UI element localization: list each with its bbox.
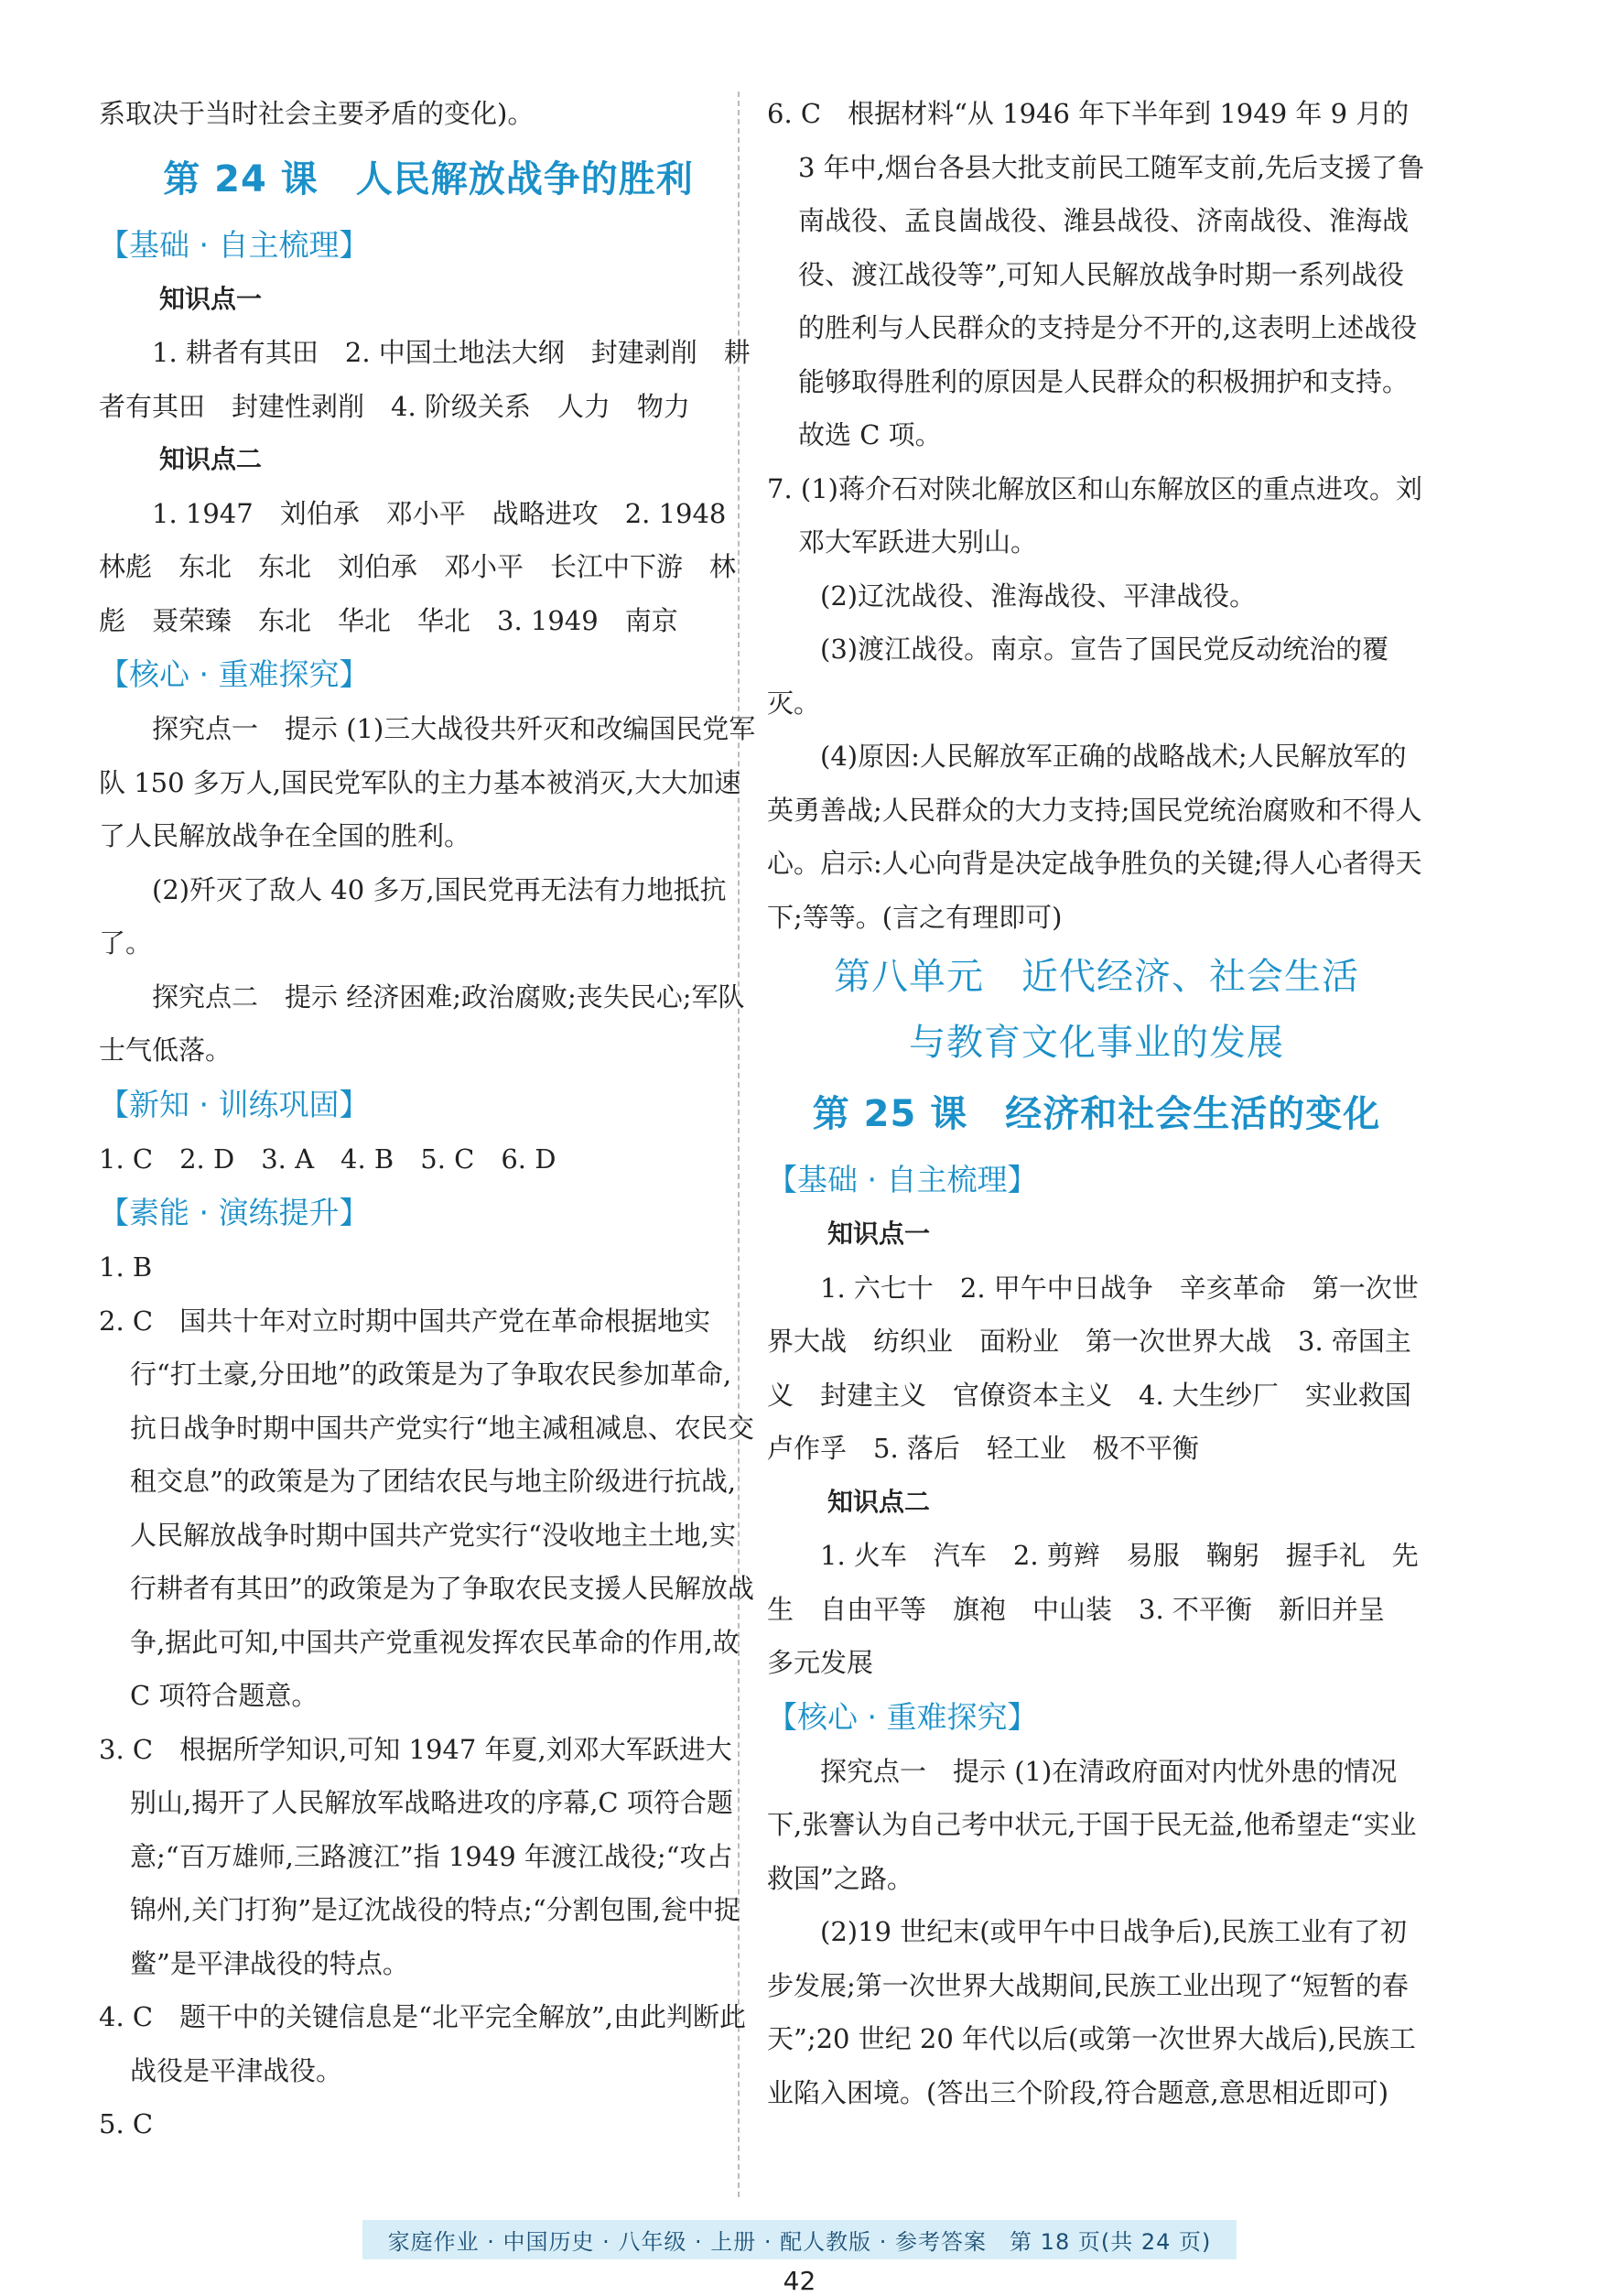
- knowledge-point-1-text: 1. 耕者有其田 2. 中国土地法大纲 封建剥削 耕者有其田 封建性剥削 4. 阶级关系 人力 物力: [99, 337, 751, 422]
- question-1: 1. B: [99, 1251, 153, 1283]
- explore-point-1-2: 探究点一 提示 (1)在清政府面对内忧外患的情况下,张謇认为自己考中状元,于国于民无益,他希望走“实业救国”之路。: [767, 1755, 1417, 1894]
- lesson25-title: 第 25 课 经济和社会生活的变化: [812, 1093, 1381, 1135]
- section-core-2: 【核心 · 重难探究】: [767, 1698, 1038, 1735]
- section-core: 【核心 · 重难探究】: [99, 656, 370, 692]
- question-6: 6. C 根据材料“从 1946 年下半年到 1949 年 9 月的 3 年中,烟台各县大批支前民工随军支前,先后支援了鲁南战役、孟良崮战役、潍县战役、济南战役、淮海战役、渡江战役等”,可知人民解放战争时期一系列战役的胜利与人民群众的支持是分不开的,这表明上述战役能够取得胜利的原因是人民群众的积极拥护和支持。故选 C 项。: [767, 98, 1425, 450]
- knowledge-point-1-label-2: 知识点一: [827, 1218, 931, 1249]
- left-column: [99, 87, 758, 2151]
- question-7d: (4)原因:人民解放军正确的战略战术;人民解放军的英勇善战;人民群众的大力支持;国民党统治腐败和不得人心。启示:人心向背是决定战争胜负的关键;得人心者得天下;等等。(言之有理即可): [767, 741, 1422, 933]
- question-3: 3. C 根据所学知识,可知 1947 年夏,刘邓大军跃进大别山,揭开了人民解放军战略进攻的序幕,C 项符合题意;“百万雄师,三路渡江”指 1949 年渡江战役;“攻占锦州,关门打狗”是辽沈战役的特点;“分割包围,瓮中捉鳖”是平津战役的特点。: [99, 1733, 740, 1979]
- knowledge-point-1-text-2: 1. 六七十 2. 甲午中日战争 辛亥革命 第一次世界大战 纺织业 面粉业 第一次世界大战 3. 帝国主义 封建主义 官僚资本主义 4. 大生纱厂 实业救国 卢作孚 5. 落后 轻工业 极不平衡: [767, 1272, 1438, 1464]
- footer-bar: 家庭作业 · 中国历史 · 八年级 · 上册 · 配人教版 · 参考答案 第 18 页(共 24 页): [362, 2220, 1237, 2259]
- footer: [0, 2220, 1599, 2259]
- knowledge-point-2-label: 知识点二: [159, 444, 263, 474]
- section-basic: 【基础 · 自主梳理】: [99, 226, 370, 263]
- unit8-title-line2: 与教育文化事业的发展: [909, 1022, 1284, 1064]
- right-column: [767, 87, 1438, 2119]
- explore-point-1b: (2)歼灭了敌人 40 多万,国民党再无法有力地抵抗了。: [99, 873, 727, 958]
- page-number: 42: [783, 2266, 816, 2296]
- knowledge-point-2-text-2: 1. 火车 汽车 2. 剪辫 易服 鞠躬 握手礼 先生 自由平等 旗袍 中山装 3. 不平衡 新旧并呈 多元发展: [767, 1540, 1419, 1678]
- question-2: 2. C 国共十年对立时期中国共产党在革命根据地实行“打土豪,分田地”的政策是为了争取农民参加革命,抗日战争时期中国共产党实行“地主减租减息、农民交租交息”的政策是为了团结农民与地主阶级进行抗战,人民解放战争时期中国共产党实行“没收地主土地,实行耕者有其田”的政策是为了争取农民支援人民解放战争,据此可知,中国共产党重视发挥农民革命的作用,故 C 项符合题意。: [99, 1305, 754, 1711]
- unit8-title-line1: 第八单元 近代经济、社会生活: [834, 956, 1359, 998]
- question-7a: 7. (1)蒋介石对陕北解放区和山东解放区的重点进攻。刘邓大军跃进大别山。: [767, 472, 1422, 558]
- explore-point-1: 探究点一 提示 (1)三大战役共歼灭和改编国民党军队 150 多万人,国民党军队的主力基本被消灭,大大加速了人民解放战争在全国的胜利。: [99, 713, 756, 851]
- question-7c: (3)渡江战役。南京。宣告了国民党反动统治的覆灭。: [767, 634, 1389, 719]
- section-basic-2: 【基础 · 自主梳理】: [767, 1162, 1038, 1197]
- explore-point-2: 探究点二 提示 经济困难;政治腐败;丧失民心;军队士气低落。: [99, 980, 745, 1066]
- section-skill: 【素能 · 演练提升】: [99, 1195, 370, 1230]
- knowledge-point-1-label: 知识点一: [159, 283, 263, 314]
- knowledge-point-2-text: 1. 1947 刘伯承 邓小平 战略进攻 2. 1948 林彪 东北 东北 刘伯承 邓小平 长江中下游 林彪 聂荣臻 东北 华北 华北 3. 1949 南京: [99, 497, 753, 636]
- question-4: 4. C 题干中的关键信息是“北平完全解放”,由此判断此战役是平津战役。: [99, 2001, 746, 2086]
- explore-point-1b-2: (2)19 世纪末(或甲午中日战争后),民族工业有了初步发展;第一次世界大战期间,民族工业出现了“短暂的春天”;20 世纪 20 年代以后(或第一次世界大战后),民族工业陷入困境。(答出三个阶段,符合题意,意思相近即可): [767, 1916, 1416, 2108]
- intro-text: 系取决于当时社会主要矛盾的变化)。: [99, 98, 535, 129]
- new-answers: 1. C 2. D 3. A 4. B 5. C 6. D: [99, 1143, 556, 1175]
- question-5: 5. C: [99, 2108, 154, 2139]
- lesson24-title: 第 24 课 人民解放战争的胜利: [163, 157, 694, 200]
- section-new: 【新知 · 训练巩固】: [99, 1086, 370, 1122]
- question-7b: (2)辽沈战役、淮海战役、平津战役。: [820, 579, 1257, 612]
- knowledge-point-2-label-2: 知识点二: [827, 1486, 931, 1517]
